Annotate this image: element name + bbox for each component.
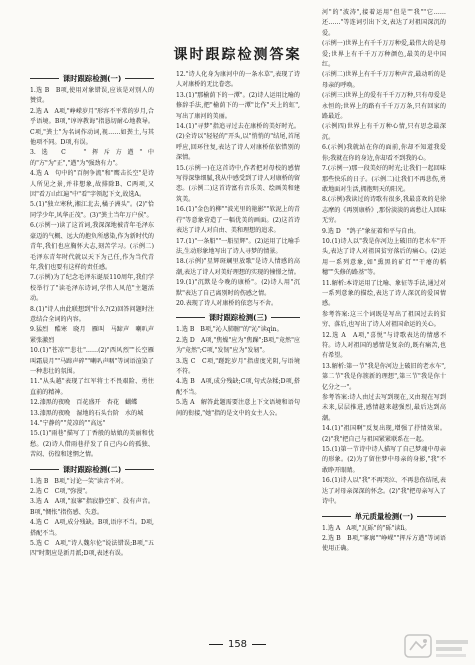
answer-item: 19.(1)"沉默是今晚的康桥"。(2)诗人用"沉默"表达了自己离别时的伤感之情。: [176, 279, 300, 297]
answer-item: 参考答案:诗人由过去写到现在,又由现在写到未来,层层推进,感情越来越强烈,最后达到高潮。: [322, 394, 446, 422]
answer-item: 14.(1)"寻梦"指追寻过去在康桥的美好时光。(2)全诗以"轻轻的"开头,以"悄悄的"结尾,首尾呼应,回环往复,表达了诗人对康桥依依惜别的深情。: [176, 123, 300, 162]
answer-item: 12."诗人化身为康河中的一条水草",表现了诗人对康桥的无比眷恋。: [176, 71, 300, 89]
answer-item: 4.选 C A项,成分残缺。B项,语序不当。D项,搭配不当。: [30, 519, 154, 537]
section-heading-text: 课时跟踪检测(二): [62, 464, 122, 474]
answer-item: 5.(1)"独立寒秋,湘江北去,橘子洲头"。(2)"恰同学少年,风华正茂"。(3)"粪土当年万户侯"。: [30, 201, 154, 219]
answer-item: 2.选 B B项,"寥廓""峥嵘""挥斥方遒"等词语使用正确。: [322, 534, 446, 553]
section-heading-text: 课时跟踪检测(三): [208, 313, 268, 323]
section-rule: [176, 317, 205, 318]
answer-item: 10.(1)"苍凉""悲壮"……(2)"西风烈""长空雁叫霜晨月""马蹄声碎""喇叭声咽"等词语渲染了一种悲壮的氛围。: [30, 347, 154, 375]
answer-column-2: [176, 70, 300, 630]
answer-item: 1.选 B B项,"讨论一笑"读音不对。: [30, 477, 128, 485]
answer-item: 13.漆黑的夜晚 湿地的石头台阶 水的城: [30, 409, 144, 417]
section-heading: [30, 464, 154, 475]
answer-column-1: [30, 70, 161, 630]
answer-item: 2.选 C C项,"弥漫"。: [30, 488, 92, 496]
answer-item: 6.(示例)我就站在你的面前,你却不知道我爱你;我就在你的身边,你却看不到我的心。: [322, 144, 446, 162]
watermark-logo-icon: [404, 634, 472, 664]
answer-column-3: [322, 8, 446, 632]
answer-item: 5.选 A 解答此题需要注意上下文语境和语句间的衔接,"她"指的是文中的女主人公。: [176, 399, 300, 417]
answer-item: 13.(1)"那榆荫下的一潭"。(2)诗人运用比喻的修辞手法,把"榆荫下的一潭"比作"天上的虹",写出了康河的美丽。: [176, 91, 300, 120]
section-heading: [30, 73, 154, 84]
section-heading-text: 单元质量检测(一): [354, 511, 414, 521]
section-rule: [125, 78, 154, 79]
answer-item: 15.(1)第一节诗中诗人描写了自己梦魂中母亲的形象。(2)为了留住梦中母亲的身影,"我"不敢睁开眼睛。: [322, 446, 446, 474]
answer-item: 7.(示例一)那一段美好的时光;让我们一起回味那些快乐的日子。(示例二)让我们不再悲伤,勇敢地面对生活,拥抱明天的阳光。: [322, 165, 446, 193]
section-heading: [322, 511, 446, 522]
answer-item: 河"的"波涛",接着运用"但是""我""它……还……"等连词引出下文,表达了对祖国深沉的爱。: [322, 9, 446, 37]
answer-item: (示例四)世界上有千万种心情,只有思念最深沉。: [322, 123, 446, 141]
answer-item: 14."宁静的""荒凉的""高远": [30, 420, 106, 427]
section-rule: [125, 469, 154, 470]
answer-item: 5.选 C A项,"诗人魏尔伦"说法错误;B项,"五四"时期应是新月派;D项,表述有误。: [30, 540, 154, 558]
answer-item: 3.选 C C项,"蹉跎岁月"指虚度光阴,与语境不符。: [176, 357, 300, 375]
section-rule: [322, 516, 351, 517]
answer-item: 12.漆黑的夜晚 百花盛开 杏花 蝴蝶: [30, 399, 138, 407]
answer-item: 15.(示例一)在这首诗中,作者把对母校的感情写得深挚细腻,我从中感受到了诗人对康桥的留恋。(示例二)这首诗富有音乐美、绘画美和建筑美。: [176, 164, 300, 203]
answer-item: 11.解析:本诗运用了比喻、象征等手法,通过对一系列意象的描绘,表达了诗人深沉的爱国情感。: [322, 279, 446, 308]
answer-item: 8.(1)"诗人由此联想到"什么?(2)回答问题时注意结合全词的内容。: [30, 305, 154, 323]
answer-item: 12.选 A A项,"喜悦"与诗歌表达的情感不符。诗人对祖国的感情是复杂的,既有痛苦,也有希望。: [322, 331, 446, 360]
answer-item: 9.猛烈 酷寒 晓月 雁叫 马蹄声 喇叭声 紧张激烈: [30, 326, 161, 344]
answer-item: 11."从头越"表现了红军将士不畏艰险、勇往直前的精神。: [30, 378, 154, 396]
section-heading: [176, 312, 300, 323]
section-rule: [417, 516, 446, 517]
answer-item: 2.选 D A项,"焦燥"应为"焦躁";B项,"竟然"应为"竟然";C项,"发韧"应为"发轫"。: [176, 336, 300, 355]
answer-item: 15.(1)"雨巷"描写了丁香般的姑娘的美丽和忧愁。(2)诗人借雨巷抒发了自己内心的孤独、苦闷、彷徨和迷惘之情。: [30, 430, 154, 459]
section-rule: [30, 469, 59, 470]
answer-item: 4.选 A 句中的"百舸争流"和"鹰击长空"是诗人所见之景,并非想象,故排除B、C两项,又因"看万山红遍"中"看"字领起下文,故选A。: [30, 170, 154, 199]
section-heading-text: 课时跟踪检测(一): [62, 74, 122, 83]
answer-item: 16.(1)"金色的柳""波光里的艳影""软泥上的青荇"等意象营造了一幅优美的画面。(2)这首诗表达了诗人对自由、美和理想的追求。: [176, 206, 300, 235]
page-title: 课时跟踪检测答案: [173, 47, 302, 63]
section-rule: [30, 78, 59, 79]
answer-item: 1.选 B B项,"沁人肺腑"的"沁"读qìn。: [176, 326, 283, 334]
answer-item: 1.选 A A项,"瓦砾"的"砾"读lì。: [322, 524, 411, 532]
section-rule: [271, 317, 300, 318]
answer-item: 3.选 C "挥斥方遒"中的"方"为"正","遒"为"强劲有力"。: [30, 149, 154, 167]
answer-item: 9.选 D "鸽子"象征着和平与自由。: [322, 227, 420, 235]
footer-right-rule: [252, 644, 266, 645]
answer-item: (示例三)世界上的爱有千千万万种,只有母爱是永恒的;世界上的路有千千万万条,只有回家的路最近。: [322, 92, 446, 121]
answer-item: 参考答案:这三个词既是写出了祖国过去的贫穷、落后,也写出了诗人对祖国命运的关心。: [322, 310, 446, 329]
answer-item: 3.选 A A项,"寂寥"指寂静空旷、没有声音。B项,"惆怅"指伤感、失意。: [30, 498, 154, 516]
page-number: 158: [227, 639, 248, 650]
answer-item: 18.(示例)"星辉斑斓里放歌"是诗人情感的高潮,表达了诗人对美好理想的实现的憧憬之情。: [176, 258, 300, 276]
answer-item: 2.选 A A项,"峥嵘岁月"形容不平常的岁月,合乎语境。B项,"谆谆教诲"指恳切耐心地教导。C项,"粪土"为名词作动词,视……如粪土,与其他项不同。D项,有误。: [30, 107, 154, 147]
answer-item: 10.(1)诗人以"我是你河边上破旧的老水车"开头,表达了诗人对祖国贫穷落后的痛心。(2)运用一系列意象,如"熏黑的矿灯""干瘪的稻穗""失修的路基"等。: [322, 237, 446, 277]
answer-item: 13.解析:第一节"我是你河边上破旧的老水车",第二节"我是你簇新的理想",第三节"我是你十亿分之一"。: [322, 362, 446, 391]
answer-item: 17.(1)"一条船""一船星辉"。(2)运用了比喻手法,生动形象地写出了诗人寻梦的情景。: [176, 237, 300, 255]
answer-item: (示例二)世界上有千千万万种声音,最动听的是母亲的呼唤。: [322, 71, 446, 89]
answer-item: (示例一)世界上有千千万万种爱,最伟大的是母爱;世界上有千千万万种颜色,最美的是中国红。: [322, 40, 446, 69]
answer-item: 1.选 B B项,使用对象错误,应该是对别人的赞赏。: [30, 87, 154, 105]
answer-item: 8.(示例)我读过的诗歌有很多,我最喜欢的是徐志摩的《再别康桥》,那份淡淡的离愁让人回味无穷。: [322, 196, 446, 225]
answer-item: 16.(1)诗人以"我"不再哭泣、不再悲伤结尾,表达了对母亲深深的怀念。(2)"我"把母亲写入了诗中。: [322, 477, 446, 506]
footer-left-rule: [209, 644, 223, 645]
answer-item: 20.表现了诗人对康桥的依恋与不舍。: [176, 299, 278, 307]
answer-item: 4.选 B A项,成分残缺;C项,句式杂糅;D项,搭配不当。: [176, 378, 300, 396]
answer-item: 14.(1)"祖国啊"反复出现,增强了抒情效果。(2)"我"把自己与祖国紧紧联系在一起。: [322, 425, 446, 443]
answer-item: 6.(示例一)读了这首词,我深深地被青年毛泽东豪迈的气概、远大的抱负所感染,作为新时代的青年,我们也应胸怀大志,刻苦学习。(示例二)毛泽东青年时代就以天下为己任,作为当代青年,我们也要有这样的责任感。: [30, 222, 154, 271]
answer-item: 7.(示例)为了纪念毛泽东诞辰110周年,我们学校举行了"读毛泽东诗词,学伟人风范"主题活动。: [30, 274, 154, 303]
